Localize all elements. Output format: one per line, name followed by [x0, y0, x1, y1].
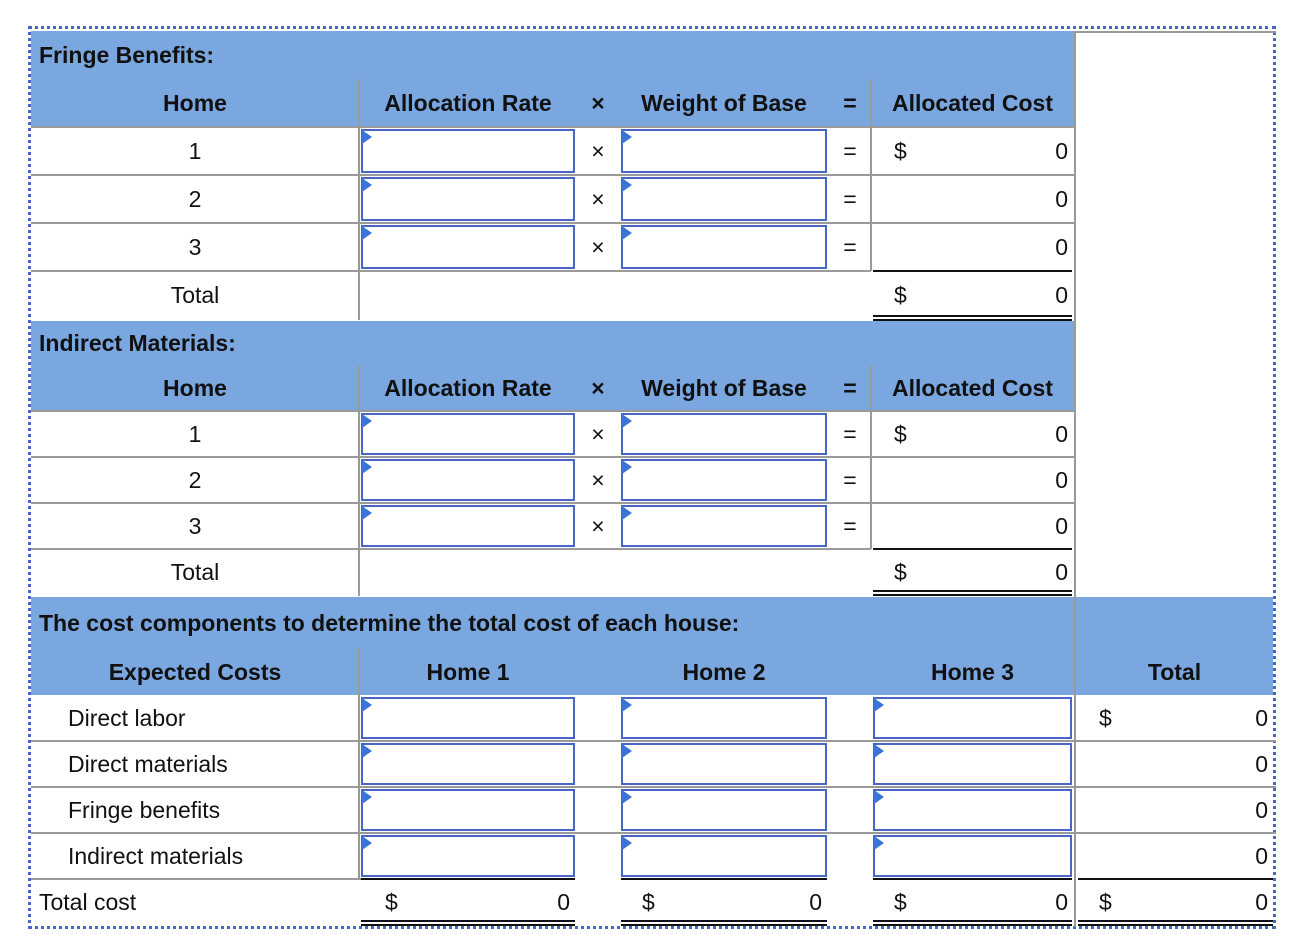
costs-vline-2: [1074, 597, 1076, 927]
indirect-total-label: Total: [170, 558, 220, 585]
costs-row-1-label: Direct labor: [68, 704, 186, 731]
fringe-row-2-equals: =: [843, 185, 857, 212]
costs-line-d: [31, 878, 361, 880]
indirect-title: Indirect Materials:: [31, 321, 1074, 365]
indirect-row-2-value: 0: [1055, 467, 1068, 493]
indirect-line-b: [31, 456, 1074, 458]
costs-header-home3: Home 3: [871, 649, 1074, 695]
home3-total-cost: 0: [1055, 889, 1068, 915]
indirect-header-alloc: Allocated Cost: [871, 365, 1074, 411]
indirect-vline-1: [358, 365, 360, 596]
fringe-header-equals: =: [829, 79, 871, 127]
fringe-weight-input-1[interactable]: [621, 129, 827, 173]
fringe-line-c: [31, 222, 1074, 224]
costs-title-extra: [1076, 597, 1273, 649]
costs-vline-1: [358, 649, 360, 879]
home1-total-dollar: $: [385, 889, 398, 915]
fringe-weight-input-3[interactable]: [621, 225, 827, 269]
fringe-line-a: [31, 126, 1074, 128]
fringe-header-weight: Weight of Base: [619, 79, 829, 127]
fringe-row-2-value: 0: [1055, 186, 1068, 212]
indirect-line-a: [31, 410, 1074, 412]
home2-subtotal-line: [621, 878, 827, 880]
total-cost-label: Total cost: [39, 888, 137, 915]
costs-row-2-total: 0: [1255, 751, 1268, 777]
home3-fringe-benefits-input[interactable]: [873, 789, 1072, 831]
costs-title: The cost components to determine the total cost of each house:: [31, 597, 1074, 649]
indirect-weight-input-3[interactable]: [621, 505, 827, 547]
indirect-rate-input-3[interactable]: [361, 505, 575, 547]
fringe-header-rate: Allocation Rate: [359, 79, 577, 127]
costs-row-1-total: 0: [1255, 705, 1268, 731]
fringe-title: Fringe Benefits:: [31, 31, 1074, 79]
fringe-header-home: Home: [31, 79, 359, 127]
fringe-row-1-home: 1: [188, 137, 202, 164]
fringe-total-underline-1: [873, 315, 1072, 317]
costs-header-home2: Home 2: [619, 649, 829, 695]
indirect-row-3-times: ×: [591, 512, 605, 539]
indirect-row-2-times: ×: [591, 466, 605, 493]
fringe-row-3-times: ×: [591, 233, 605, 260]
fringe-row-2-home: 2: [188, 185, 202, 212]
home3-double-underline-1: [873, 920, 1072, 922]
home2-indirect-materials-input[interactable]: [621, 835, 827, 877]
total-subtotal-line: [1078, 878, 1273, 880]
fringe-total-dollar: $: [894, 282, 907, 308]
fringe-subtotal-line: [873, 270, 1072, 272]
indirect-rate-input-1[interactable]: [361, 413, 575, 455]
indirect-row-3-value: 0: [1055, 513, 1068, 539]
home1-direct-materials-input[interactable]: [361, 743, 575, 785]
fringe-row-1-times: ×: [591, 137, 605, 164]
right-panel-top: [1074, 31, 1276, 33]
home2-direct-labor-input[interactable]: [621, 697, 827, 739]
indirect-total-dollar: $: [894, 559, 907, 585]
indirect-row-1-home: 1: [188, 420, 202, 447]
grand-total-cost: 0: [1255, 889, 1268, 915]
home2-fringe-benefits-input[interactable]: [621, 789, 827, 831]
total-double-underline-2: [1078, 924, 1273, 926]
costs-header-gap-2: [829, 649, 871, 695]
home3-total-dollar: $: [894, 889, 907, 915]
indirect-header-weight: Weight of Base: [619, 365, 829, 411]
indirect-row-2-home: 2: [188, 466, 202, 493]
costs-row-2-label: Direct materials: [68, 750, 228, 777]
home2-total-dollar: $: [642, 889, 655, 915]
costs-line-b: [31, 786, 1276, 788]
fringe-header-alloc: Allocated Cost: [871, 79, 1074, 127]
fringe-rate-input-1[interactable]: [361, 129, 575, 173]
indirect-line-c: [31, 502, 1074, 504]
fringe-row-1-value: 0: [1055, 138, 1068, 164]
costs-row-3-total: 0: [1255, 797, 1268, 823]
fringe-rate-input-2[interactable]: [361, 177, 575, 221]
indirect-row-1-dollar: $: [894, 421, 907, 447]
home2-direct-materials-input[interactable]: [621, 743, 827, 785]
home3-indirect-materials-input[interactable]: [873, 835, 1072, 877]
costs-header-total: Total: [1076, 649, 1273, 695]
home3-direct-labor-input[interactable]: [873, 697, 1072, 739]
home3-direct-materials-input[interactable]: [873, 743, 1072, 785]
fringe-row-3-home: 3: [188, 233, 202, 260]
costs-header-gap-1: [577, 649, 619, 695]
fringe-row-3-equals: =: [843, 233, 857, 260]
home2-double-underline-1: [621, 920, 827, 922]
indirect-row-1-equals: =: [843, 420, 857, 447]
indirect-row-3-equals: =: [843, 512, 857, 539]
costs-line-c: [31, 832, 1276, 834]
fringe-vline-1: [358, 79, 360, 320]
home1-direct-labor-input[interactable]: [361, 697, 575, 739]
indirect-header-rate: Allocation Rate: [359, 365, 577, 411]
indirect-total-underline-1: [873, 590, 1072, 592]
fringe-weight-input-2[interactable]: [621, 177, 827, 221]
home2-total-cost: 0: [809, 889, 822, 915]
fringe-row-2-times: ×: [591, 185, 605, 212]
indirect-row-2-equals: =: [843, 466, 857, 493]
costs-line-a: [31, 740, 1276, 742]
indirect-weight-input-2[interactable]: [621, 459, 827, 501]
indirect-rate-input-2[interactable]: [361, 459, 575, 501]
costs-row-4-label: Indirect materials: [68, 842, 244, 869]
fringe-row-1-equals: =: [843, 137, 857, 164]
costs-row-4-total: 0: [1255, 843, 1268, 869]
indirect-row-1-value: 0: [1055, 421, 1068, 447]
fringe-total-label: Total: [170, 281, 220, 308]
home2-double-underline-2: [621, 924, 827, 926]
indirect-header-home: Home: [31, 365, 359, 411]
fringe-rate-input-3[interactable]: [361, 225, 575, 269]
fringe-row-1-dollar: $: [894, 138, 907, 164]
total-double-underline-1: [1078, 920, 1273, 922]
costs-row-1-dollar: $: [1099, 705, 1112, 731]
indirect-total-underline-2: [873, 594, 1072, 596]
costs-header-expected: Expected Costs: [31, 649, 359, 695]
right-panel-border: [1074, 31, 1076, 597]
indirect-header-equals: =: [829, 365, 871, 411]
indirect-total-value: 0: [1055, 559, 1068, 585]
indirect-vline-2: [870, 365, 872, 549]
indirect-row-3-home: 3: [188, 512, 202, 539]
fringe-header-times: ×: [577, 79, 619, 127]
indirect-row-1-times: ×: [591, 420, 605, 447]
home1-double-underline-1: [361, 920, 575, 922]
home1-total-cost: 0: [557, 889, 570, 915]
fringe-vline-2: [870, 79, 872, 271]
home1-double-underline-2: [361, 924, 575, 926]
home3-subtotal-line: [873, 878, 1072, 880]
fringe-total-value: 0: [1055, 282, 1068, 308]
costs-header-home1: Home 1: [359, 649, 577, 695]
fringe-row-3-value: 0: [1055, 234, 1068, 260]
fringe-line-b: [31, 174, 1074, 176]
indirect-header-times: ×: [577, 365, 619, 411]
home1-indirect-materials-input[interactable]: [361, 835, 575, 877]
home1-subtotal-line: [361, 878, 575, 880]
indirect-line-d: [31, 548, 871, 550]
home3-double-underline-2: [873, 924, 1072, 926]
indirect-weight-input-1[interactable]: [621, 413, 827, 455]
costs-row-3-label: Fringe benefits: [68, 796, 221, 823]
grand-total-dollar: $: [1099, 889, 1112, 915]
indirect-subtotal-line: [873, 548, 1072, 550]
fringe-line-d: [31, 270, 871, 272]
home1-fringe-benefits-input[interactable]: [361, 789, 575, 831]
